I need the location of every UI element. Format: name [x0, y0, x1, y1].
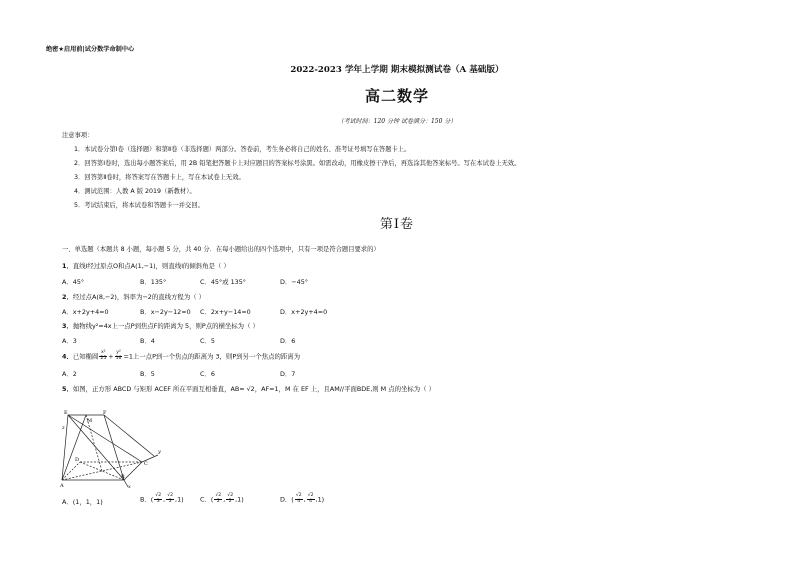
- question-stem: 已知椭圆: [72, 352, 99, 361]
- section-heading: 一、单选题（本题共 8 小题，每小题 5 分，共 40 分．在每小题给出的四个选项中，只有一项是符合题目要求的）: [62, 246, 380, 253]
- note-item: 4．测试范围：人教 A 版 2019（新教材）。: [74, 188, 196, 195]
- option-a: A．45°: [62, 278, 85, 286]
- option-c: C．( $\frac{√2}{2}$ , $\frac{√2}{2}$ ,1): [200, 493, 244, 504]
- option-c: C．6: [200, 370, 215, 378]
- label-b: B: [121, 474, 125, 480]
- question-stem: 经过点A(8,−2)，斜率为−2的直线方程为（ ）: [72, 293, 206, 301]
- label-a: A: [60, 483, 64, 489]
- notes-heading: 注意事项：: [62, 132, 94, 139]
- option-a: A．3: [62, 337, 77, 345]
- question-number: 4．: [62, 352, 73, 361]
- label-e: E: [64, 410, 68, 416]
- option-b: B．5: [140, 370, 155, 378]
- option-a: A．x+2y+4=0: [62, 308, 109, 316]
- question-4: 4．已知椭圆 $\frac{\text{x²}}{25}$ + $\frac{\text{y²}}{16}$ =1上一点P到一个焦点的距离为 3，则P到另一个焦点的距离为: [62, 350, 301, 361]
- question-number: 2．: [62, 293, 73, 301]
- fraction: $\frac{√2}{2}$: [215, 493, 222, 504]
- option-c: C．2x+y−14=0: [200, 308, 251, 316]
- option-d: D．−45°: [280, 278, 308, 286]
- label-m: M: [87, 418, 93, 424]
- label-d: D: [75, 457, 80, 463]
- geometry-figure: [58, 407, 168, 489]
- fraction: $\frac{\text{x²}}{25}$: [100, 350, 107, 361]
- fraction: $\frac{√2}{4}$: [295, 493, 302, 504]
- question-stem: 直线l经过原点O和点A(1,−1)，则直线l的倾斜角是（ ）: [72, 262, 230, 270]
- secret-mark: 绝密★启用前|试分数学命制中心: [46, 46, 135, 53]
- option-d: D．( $\frac{√2}{4}$ , $\frac{√2}{4}$ ,1): [280, 493, 325, 504]
- question-1: [62, 263, 230, 269]
- option-d: D．6: [280, 337, 296, 345]
- time-info: （考试时间：120 分钟 试卷满分：150 分）: [337, 118, 457, 125]
- note-item: 1．本试卷分第Ⅰ卷（选择题）和第Ⅱ卷（非选择题）两部分。答卷前，考生务必将自己的姓名、准考证号填写在答题卡上。: [74, 146, 411, 153]
- option-a: A．(1，1，1): [62, 498, 103, 506]
- note-item: 5．考试结束后，将本试卷和答题卡一并交回。: [74, 202, 204, 209]
- label-f: F: [103, 410, 107, 416]
- question-2: [62, 294, 205, 300]
- edge-e-c: [68, 415, 142, 462]
- note-item: 3．回答第Ⅱ卷时，将答案写在答题卡上，写在本试卷上无效。: [74, 174, 245, 181]
- diag-ac: [62, 462, 142, 480]
- question-number: 5．: [62, 385, 73, 393]
- fraction: $\frac{\text{y²}}{16}$: [115, 350, 122, 361]
- edge-ad: [62, 462, 80, 480]
- fraction: $\frac{√2}{4}$: [307, 493, 314, 504]
- edge-bc: [124, 462, 142, 480]
- edge-am: [62, 415, 86, 480]
- question-5: [62, 386, 435, 392]
- option-c: C．5: [200, 337, 215, 345]
- label-c: C: [144, 461, 148, 467]
- option-b: B．135°: [140, 278, 167, 286]
- label-y: y: [158, 449, 161, 455]
- question-3: [62, 323, 259, 329]
- question-stem: 如图，正方形 ABCD 与矩形 ACEF 所在平面互相垂直，AB= √2，AF=1，M 在 EF 上，且AM//平面BDE,则 M 点的坐标为（ ）: [72, 385, 435, 393]
- question-number: 3．: [62, 322, 73, 330]
- edge-fc: [104, 415, 154, 456]
- exam-title: 2022-2023 学年上学期 期末模拟测试卷（A 基础版）: [290, 65, 504, 75]
- option-c: C．45°或 135°: [200, 278, 246, 286]
- option-d: D．7: [280, 370, 296, 378]
- option-b: B．4: [140, 337, 155, 345]
- note-item: 2．回答第Ⅰ卷时，选出每小题答案后，用 2B 铅笔把答题卡上对应题目的答案标号涂黑。如需改动，用橡皮擦干净后，再选涂其他答案标号。写在本试卷上无效。: [74, 160, 521, 167]
- label-z: z: [62, 425, 65, 431]
- question-number: 1．: [62, 262, 73, 270]
- fraction: $\frac{√2}{2}$: [227, 493, 234, 504]
- diag-bd: [80, 462, 124, 480]
- question-stem: 抛物线y²=4x上一点P到焦点F的距离为 5，则P点的横坐标为（ ）: [72, 322, 259, 330]
- subject-title: 高二数学: [364, 87, 429, 105]
- fraction: $\frac{√2}{3}$: [155, 493, 162, 504]
- option-b: B．( $\frac{√2}{3}$ , $\frac{√2}{3}$ ,1): [140, 493, 184, 504]
- fraction: $\frac{√2}{3}$: [167, 493, 174, 504]
- option-d: D．x+2y+4=0: [280, 308, 328, 316]
- option-b: B．x−2y−12=0: [140, 308, 191, 316]
- label-x: x: [128, 484, 131, 489]
- part-title: 第Ⅰ卷: [379, 217, 415, 232]
- option-a: A．2: [62, 370, 77, 378]
- edge-f-b: [104, 415, 124, 480]
